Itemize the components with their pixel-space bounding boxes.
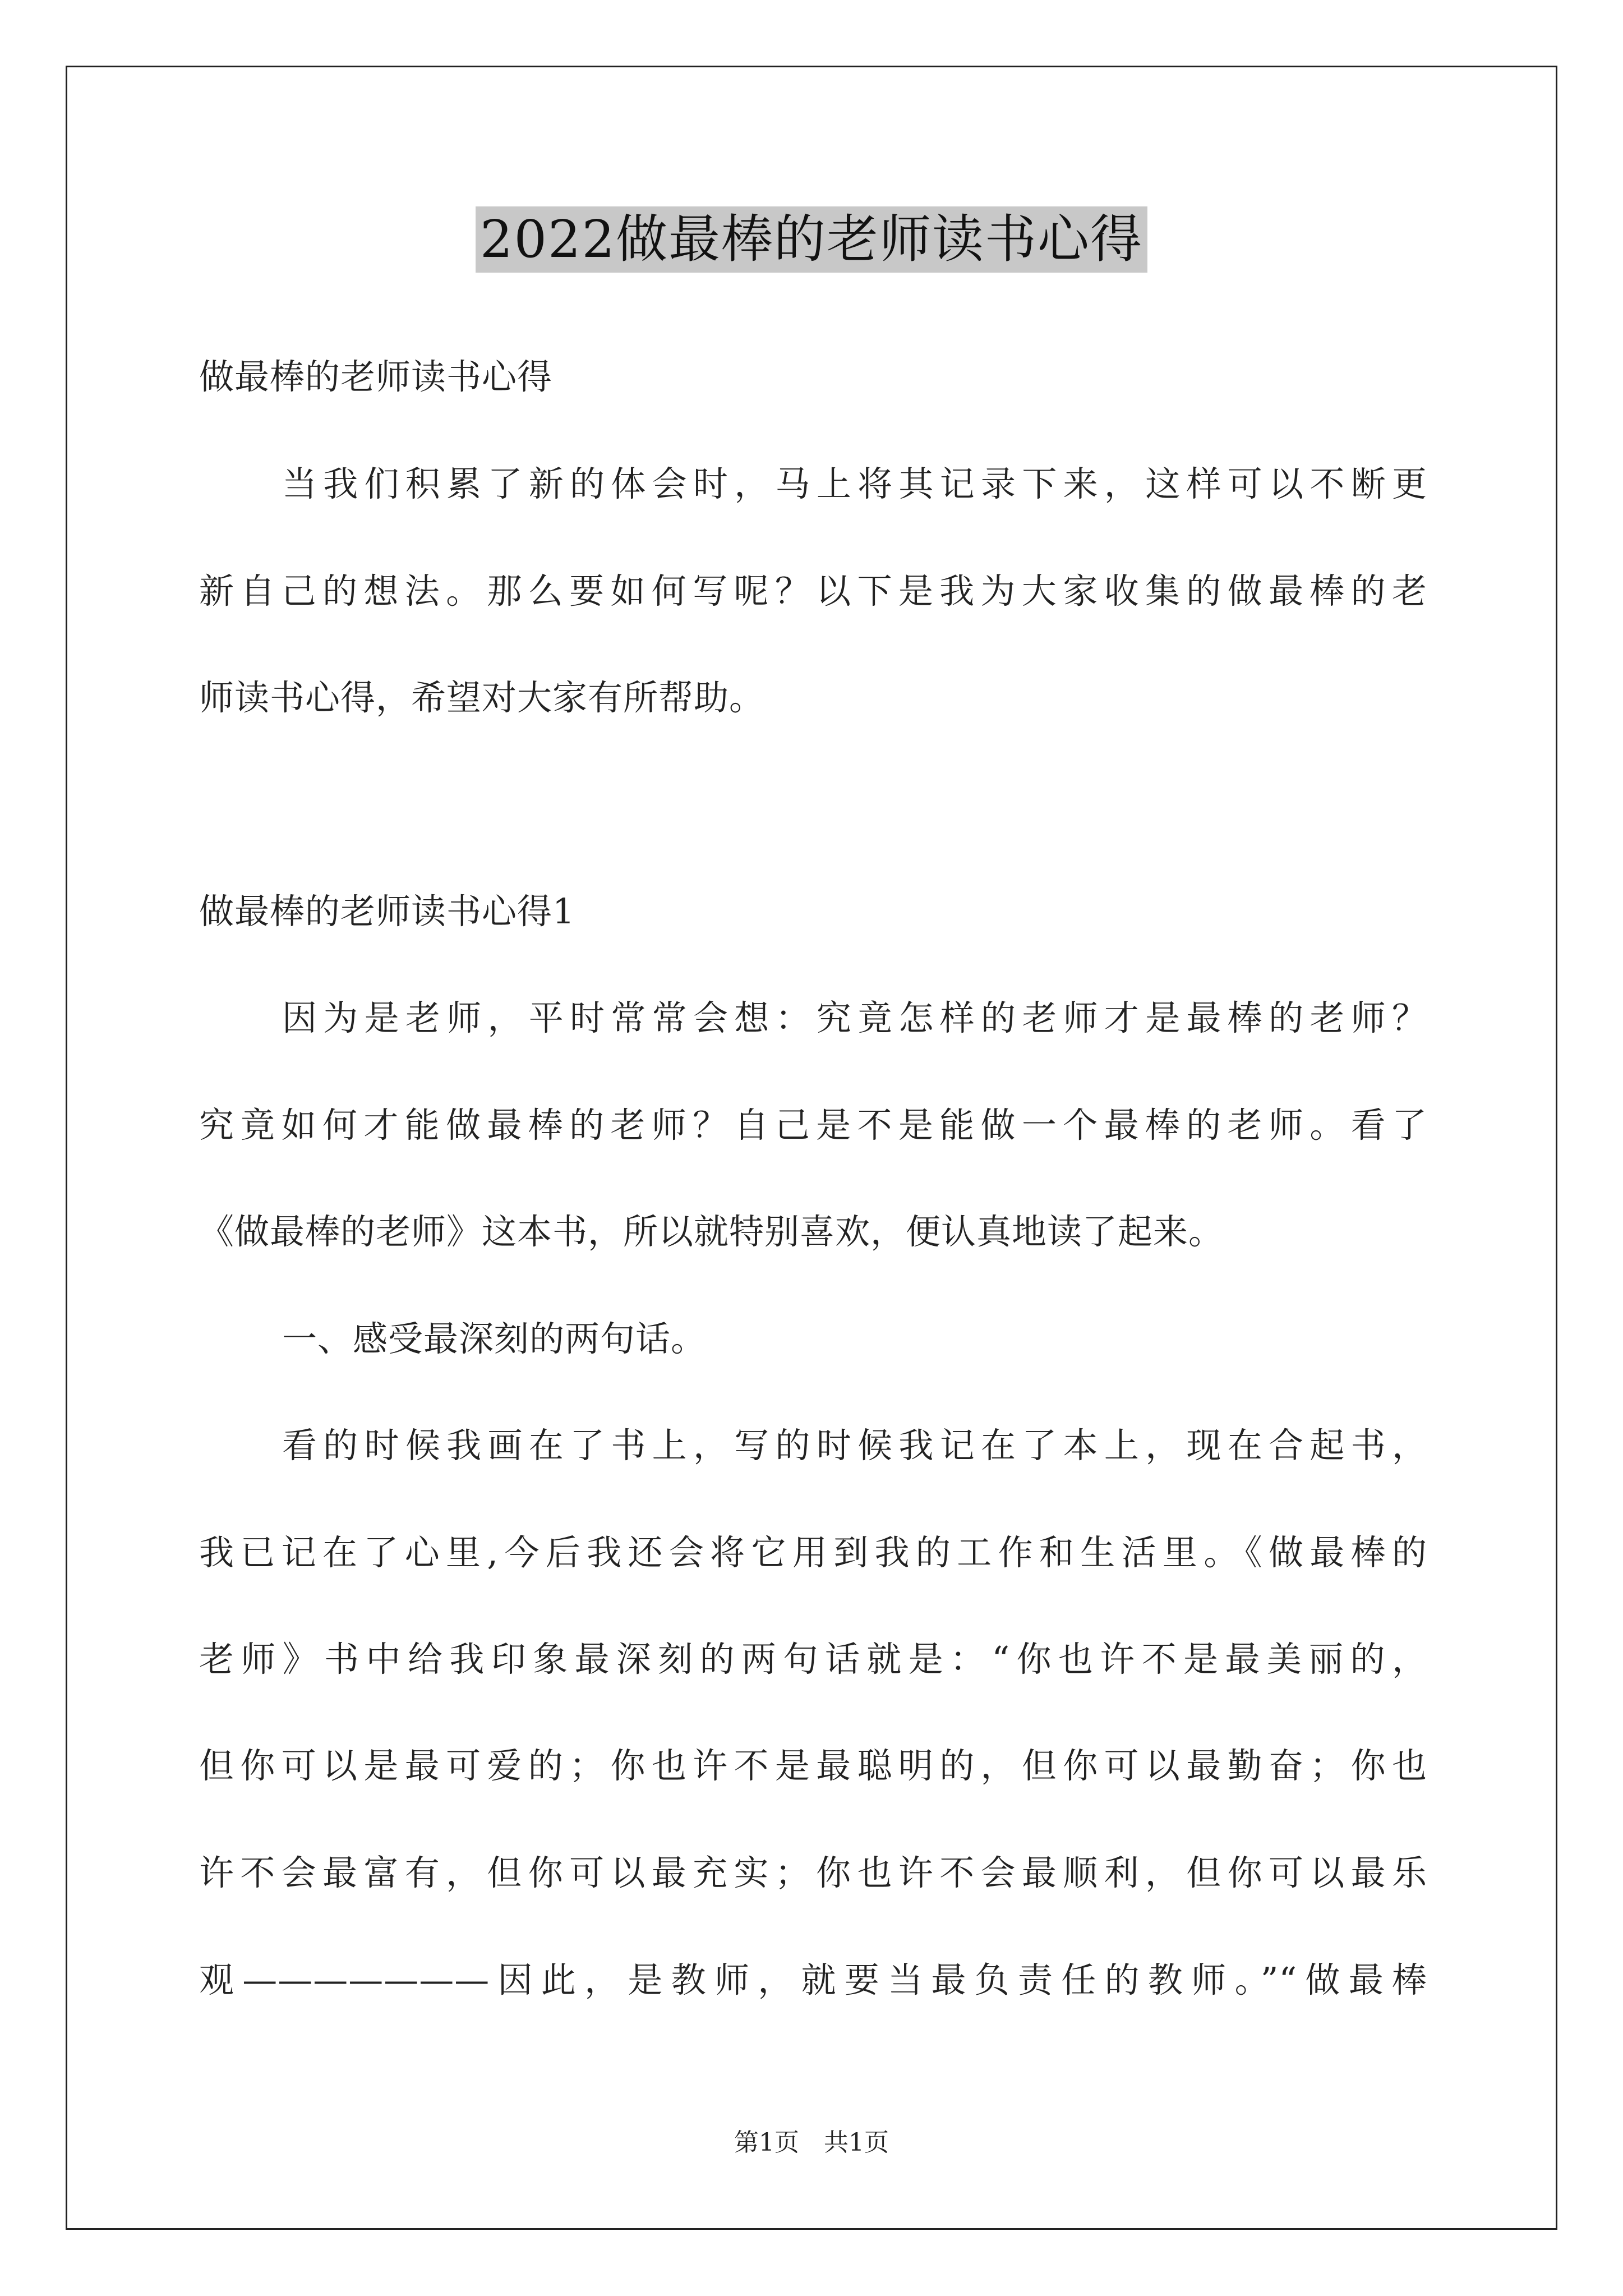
paragraph-line: 新自己的想法。那么要如何写呢？以下是我为大家收集的做最棒的老 [199, 570, 1427, 611]
document-title: 2022做最棒的老师读书心得 [476, 206, 1147, 273]
paragraph-line: 因为是老师，平时常常会想：究竟怎样的老师才是最棒的老师？ [282, 997, 1427, 1038]
paragraph-line: 但你可以是最可爱的；你也许不是最聪明的，但你可以最勤奋；你也 [199, 1745, 1427, 1786]
subtitle: 做最棒的老师读书心得 [199, 356, 553, 397]
paragraph-line: 我已记在了心里,今后我还会将它用到我的工作和生活里。《做最棒的 [199, 1532, 1427, 1573]
paragraph-line: 《做最棒的老师》这本书，所以就特别喜欢，便认真地读了起来。 [199, 1211, 1224, 1252]
paragraph-line: 师读书心得，希望对大家有所帮助。 [199, 677, 765, 718]
paragraph-line: 许不会最富有，但你可以最充实；你也许不会最顺利，但你可以最乐 [199, 1852, 1427, 1893]
sub-heading: 一、感受最深刻的两句话。 [282, 1318, 707, 1359]
paragraph-line: 老师》书中给我印象最深刻的两句话就是：“你也许不是最美丽的， [199, 1639, 1427, 1680]
paragraph-line: 当我们积累了新的体会时，马上将其记录下来，这样可以不断更 [282, 463, 1427, 504]
page-footer: 第1页 共1页 [734, 2128, 889, 2157]
title-container [0, 206, 1623, 273]
paragraph-line: 观———————因此，是教师，就要当最负责任的教师。”“做最棒 [199, 1959, 1427, 2000]
paragraph-line: 究竟如何才能做最棒的老师？自己是不是能做一个最棒的老师。看了 [199, 1105, 1427, 1145]
paragraph-line: 看的时候我画在了书上，写的时候我记在了本上，现在合起书， [282, 1425, 1427, 1466]
section-heading: 做最棒的老师读书心得1 [199, 891, 575, 932]
